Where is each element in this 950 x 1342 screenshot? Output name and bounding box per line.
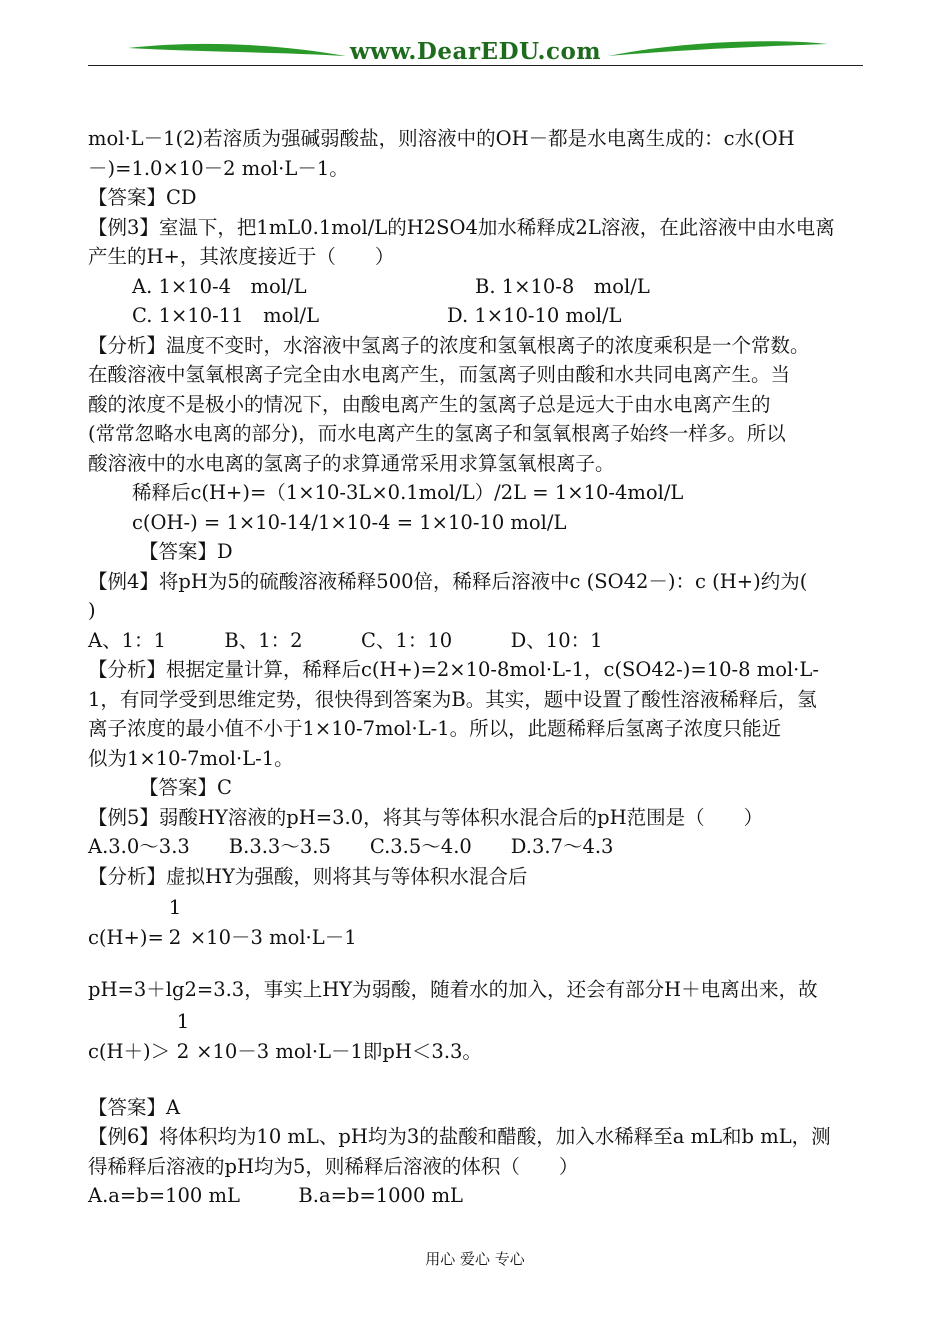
text-line: －)=1.0×10－2 mol·L－1。 [88,156,349,180]
text-line: 产生的H+，其浓度接近于（ ） [88,245,395,268]
answer-line: 【答案】A [88,1095,181,1119]
text-line: 酸溶液中的水电离的氢离子的求算通常采用求算氢氧根离子。 [88,451,615,475]
option-c: C. 1×10-11 mol/L [132,304,320,327]
answer-line: 【答案】D [139,540,233,563]
page-header [88,30,863,70]
answer-line: 【答案】C [139,776,232,799]
option-d: D. 1×10-10 mol/L [447,304,622,327]
analysis-line: 【分析】温度不变时，水溶液中氢离子的浓度和氢氧根离子的浓度乘积是一个常数。 [88,333,810,357]
analysis-line: 【分析】根据定量计算，稀释后c(H+)=2×10-8mol·L-1，c(SO42-)=10-8 mol·L- [88,658,819,681]
answer-line: 【答案】CD [88,186,197,209]
text-line: (常常忽略水电离的部分)，而水电离产生的氢离子和氢氧根离子始终一样多。所以 [88,422,786,445]
text-line: 1，有同学受到思维定势，很快得到答案为B。其实，题中设置了酸性溶液稀释后，氢 [88,687,817,711]
text-line: mol·L－1(2)若溶质为强碱弱酸盐，则溶液中的OH－都是水电离生成的：c水(OH [88,127,795,150]
example-heading: 【例5】弱酸HY溶液的pH=3.0，将其与等体积水混合后的pH范围是（ ） [88,805,764,829]
page-footer: 用心 爱心 专心 [425,1250,525,1268]
fraction-equation [88,895,863,953]
example-heading: 【例4】将pH为5的硫酸溶液稀释500倍，稀释后溶液中c (SO42－)：c (H+)约为( [88,569,808,593]
site-logo[interactable]: www.DearEDU.com [349,38,602,65]
fraction-denominator: 2 [176,1038,190,1063]
equation-prefix: c(H+)= [88,926,164,949]
fraction-denominator: 2 [168,925,182,949]
option-a: A. 1×10-4 mol/L [132,274,307,298]
options-row: A、1：1 B、1：2 C、1：10 D、10：1 [88,628,603,652]
equation-prefix: c(H＋)＞ [88,1039,171,1063]
equation-line: 稀释后c(H+)=（1×10-3L×0.1mol/L）/2L = 1×10-4mol/L [132,481,684,504]
options-row: A.a=b=100 mL B.a=b=1000 mL [88,1184,464,1207]
text-line: 得稀释后溶液的pH均为5，则稀释后溶液的体积（ ） [88,1154,579,1178]
fraction-equation [88,1009,863,1067]
text-line: 离子浓度的最小值不小于1×10-7mol·L-1。所以，此题稀释后氢离子浓度只能近 [88,717,782,740]
text-line: 似为1×10-7mol·L-1。 [88,746,294,770]
text-line: ) [88,599,96,622]
text-line: 在酸溶液中氢氧根离子完全由水电离产生，而氢离子则由酸和水共同电离产生。当 [88,363,791,386]
header-rule [88,65,863,66]
analysis-line: 【分析】虚拟HY为强酸，则将其与等体积水混合后 [88,864,528,888]
equation-line: c(OH-) = 1×10-14/1×10-4 = 1×10-10 mol/L [132,510,567,534]
text-line: pH=3＋lg2=3.3，事实上HY为弱酸，随着水的加入，还会有部分H＋电离出来，故 [88,978,818,1001]
text-line: 酸的浓度不是极小的情况下，由酸电离产生的氢离子总是远大于由水电离产生的 [88,392,771,416]
options-row [88,272,863,302]
fraction-numerator: 1 [168,895,182,919]
equation-suffix: ×10－3 mol·L－1 [189,926,357,949]
options-row [88,301,863,331]
equation-suffix: ×10－3 mol·L－1即pH＜3.3。 [196,1039,482,1063]
fraction-numerator: 1 [176,1008,190,1033]
options-row: A.3.0～3.3 B.3.3～3.5 C.3.5～4.0 D.3.7～4.3 [88,835,614,858]
example-heading: 【例6】将体积均为10 mL、pH均为3的盐酸和醋酸，加入水稀释至a mL和b mL，测 [88,1125,831,1148]
example-heading: 【例3】室温下，把1mL0.1mol/L的H2SO4加水稀释成2L溶液，在此溶液中由水电离 [88,215,835,239]
option-b: B. 1×10-8 mol/L [475,274,650,298]
document-body [88,124,863,1211]
